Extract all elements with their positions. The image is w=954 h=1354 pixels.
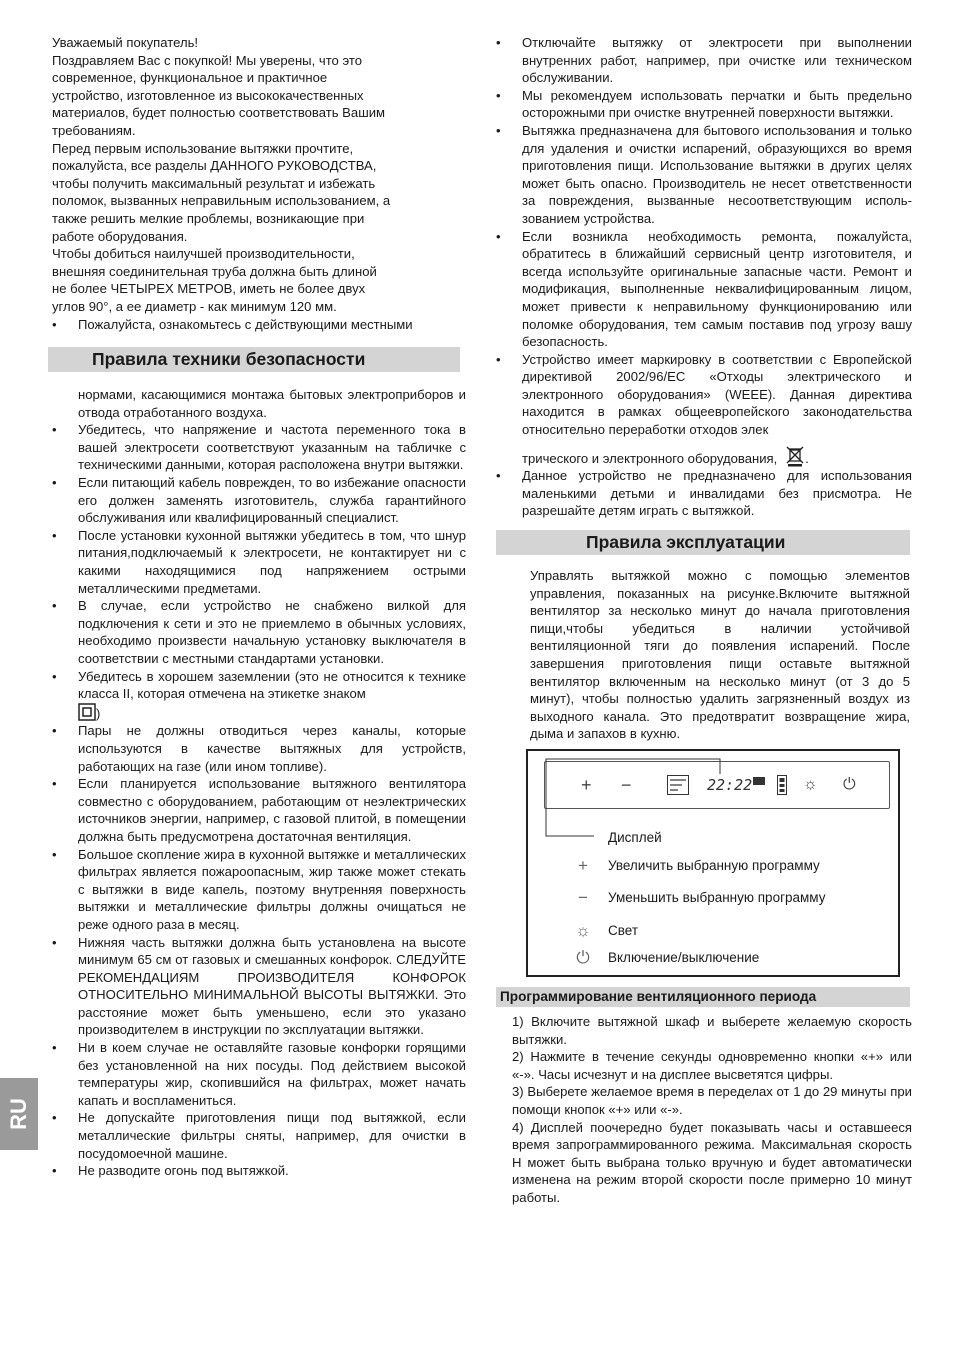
legend-label: Увеличить выбранную программу bbox=[608, 857, 820, 873]
minus-icon: − bbox=[578, 887, 588, 907]
bullet-item: • Пожалуйста, ознакомьтесь с действующими местными bbox=[52, 316, 466, 334]
intro-line: пожалуйста, все разделы ДАННОГО РУКОВОДСТВА, bbox=[52, 158, 377, 174]
left-column bbox=[52, 34, 466, 1180]
bullet-item: • После установки кухонной вытяжки убедитесь в том, что шнур питания,подключаемый к электросети, не контактирует ни с какими находящимися под напряжением острыми металлическими предметами. bbox=[52, 527, 466, 597]
intro-line: материалов, будет полностью соответствовать Вашим bbox=[52, 105, 386, 121]
light-icon: ☼ bbox=[575, 920, 591, 940]
intro-line: требованиям. bbox=[52, 122, 136, 138]
bullet-item: • Если возникла необходимость ремонта, пожалуйста, обратитесь в ближайший сервисный центр изготовителя, и всегда используйте оригинальные запасные части. Ремонт и модификация, выполненные неквалифицированным лицом, может привести к неправильному функционированию или поломке оборудования, тем самым поставив под угрозу вашу безопасность. bbox=[496, 228, 912, 351]
bullet-item-class2 bbox=[52, 668, 466, 723]
intro-line: поломок, вызванных неправильным использованием, а bbox=[52, 193, 391, 209]
safety-heading: Правила техники безопасности bbox=[48, 347, 460, 372]
programming-heading: Программирование вентиляционного периода bbox=[496, 987, 910, 1007]
legend-label: Включение/выключение bbox=[608, 949, 760, 965]
bullet-item: • Данное устройство не предназначено для использования маленькими детьми и инвалидами без присмотра. Не разрешайте детям играть с вытяжкой. bbox=[496, 467, 912, 520]
legend-label: Дисплей bbox=[608, 829, 662, 845]
legend-label: Свет bbox=[608, 922, 639, 938]
bullet-item: • Пары не должны отводиться через каналы, которые используются в качестве вытяжных для устройств, работающих на газе (или ином топливе). bbox=[52, 722, 466, 775]
intro-line: Уважаемый покупатель! bbox=[52, 35, 199, 50]
timer-indicator-icon bbox=[753, 777, 765, 785]
intro-line: углов 90°, а ее диаметр - как минимум 120 мм. bbox=[52, 298, 337, 314]
bullet-item: • Если планируется использование вытяжного вентилятора совместно с оборудованием, работающим от неэлектрических источников энергии, например, с газовой плитой, в помещении должна быть предусмотрена достаточная вентиляция. bbox=[52, 775, 466, 845]
bullet-item: • Вытяжка предназначена для бытового использования и только для удаления и очистки испарений, образующихся во время приготовления пищи. Использование вытяжки в других целях может быть опасно. Производитель не несет ответственности за повреждения, вызванные несоответствующим использованием устройства. bbox=[496, 122, 912, 228]
programming-step: 2) Нажмите в течение секунды одновременно кнопки «+» или «-». Часы исчезнут и на дисплее высветятся цифры. bbox=[512, 1049, 912, 1082]
bullet-item: • Ни в коем случае не оставляйте газовые конфорки горящими без установленной на них посуды. Под действием высокой температуры жир, скопившийся на фильтрах, может начать капать и воспламениться. bbox=[52, 1039, 466, 1109]
intro-line: Чтобы добиться наилучшей производительности, bbox=[52, 246, 355, 262]
intro-line: чтобы получить максимальный результат и избежать bbox=[52, 175, 376, 191]
programming-step: 1) Включите вытяжной шкаф и выберете желаемую скорость вытяжки. bbox=[512, 1013, 912, 1047]
intro-line: не более ЧЕТЫРЕХ МЕТРОВ, иметь не более двух bbox=[52, 281, 366, 297]
clock-readout: 22:22 bbox=[707, 775, 753, 794]
bullet-item: • Мы рекомендуем использовать перчатки и быть предельно осторожными при очистке внутренней поверхности вытяжки. bbox=[496, 87, 912, 122]
bullet-item: • Если питающий кабель поврежден, то во избежание опасности его должен заменять изготовитель, служба гарантийного обслуживания или квалифицированный специалист. bbox=[52, 474, 466, 527]
language-tab: RU bbox=[0, 1078, 38, 1150]
weee-bin-icon bbox=[785, 445, 805, 467]
plus-icon: + bbox=[578, 855, 588, 875]
control-panel-figure bbox=[526, 749, 900, 977]
minus-button[interactable]: − bbox=[621, 774, 632, 795]
legend-label: Уменьшить выбранную программу bbox=[608, 889, 826, 905]
right-column bbox=[496, 34, 912, 1207]
intro-line: внешняя соединительная труба должна быть длиной bbox=[52, 263, 377, 279]
intro-line: Перед первым использование вытяжки прочтите, bbox=[52, 140, 354, 156]
bullet-item-weee bbox=[496, 351, 912, 468]
operation-heading: Правила эксплуатации bbox=[496, 530, 910, 555]
bullet-item: • Не допускайте приготовления пищи под вытяжкой, если металлические фильтры сняты, например, для очистки в посудомоечной машине. bbox=[52, 1109, 466, 1162]
power-button[interactable]: ⏻ bbox=[843, 775, 856, 793]
power-icon: ⏻ bbox=[576, 947, 590, 967]
level-indicator-icon bbox=[777, 775, 787, 795]
class-ii-symbol-icon bbox=[78, 703, 96, 721]
bullet-continuation: нормами, касающимися монтажа бытовых электроприборов и отвода отработанного воздуха. bbox=[78, 387, 466, 420]
class2-tail: ) bbox=[96, 705, 101, 721]
bullet-text: Устройство имеет маркировку в соответствии с Европейской директивой 2002/96/ЕС «Отходы электрического и электронного оборудования» (WEEE). Данная директива находится в рамках общеевропейского законодательства относительно переработки отходов элек bbox=[522, 351, 912, 438]
intro-line: Поздравляем Вас с покупкой! Мы уверены, что это bbox=[52, 52, 362, 68]
weee-end: . bbox=[805, 450, 809, 466]
programming-step: 4) Дисплей поочередно будет показывать часы и оставшееся время запрограммированного режима. Максимальная скорость Н может быть выбрана только вручную и будет автоматически изменена на режим второй скорости после примерно 10 минут работы. bbox=[512, 1119, 912, 1205]
intro-line: работе оборудования. bbox=[52, 228, 188, 244]
control-panel bbox=[544, 761, 890, 809]
fan-speed-icon bbox=[667, 775, 689, 795]
bullet-item: • В случае, если устройство не снабжено вилкой для подключения к сети и это не приемлемо в обычных условиях, необходимо произвести начальную установку выключателя в соответствии с местными стандартами установки. bbox=[52, 597, 466, 667]
operation-text: Управлять вытяжкой можно с помощью элементов управления, показанных на рисунке.Включите вытяжной вентилятор за несколько минут до начала приготовления пищи,чтобы убедиться в наличии устойчивой вентиляционной тяги до появления испарений. После завершения приготовления пищи оставьте вытяжной вентилятор включенным на несколько минут (от 3 до 5 минут), чтобы полностью удалить загрязненный воздух из выходного канала. Это предотвратит возвращение жира, дыма и запахов в кухню. bbox=[530, 568, 910, 742]
programming-step: 3) Выберете желаемое время в переделах от 1 до 29 минуты при помощи кнопок «+» или «-». bbox=[512, 1084, 912, 1117]
weee-tail: трического и электронного оборудования, bbox=[522, 450, 778, 466]
intro-line: устройство, изготовленное из высококачественных bbox=[52, 87, 364, 103]
bullet-text: Убедитесь в хорошем заземлении (это не относится к технике класса II, которая отмечена на этикетке знаком bbox=[78, 668, 466, 702]
bullet-item: • Большое скопление жира в кухонной вытяжке и металлических фильтрах является пожароопасным, жир также может стекать с вытяжки в виде капель, поэтому внутренняя поверхность вытяжки и металлические фильтры должны очищаться не реже одного раза в месяц. bbox=[52, 846, 466, 934]
bullet-item: • Не разводите огонь под вытяжкой. bbox=[52, 1162, 466, 1180]
bullet-item: • Отключайте вытяжку от электросети при выполнении внутренних работ, например, при очистке или техническом обслуживании. bbox=[496, 34, 912, 87]
plus-button[interactable]: + bbox=[581, 774, 592, 795]
bullet-item: • Убедитесь, что напряжение и частота переменного тока в вашей электросети соответствуют указанным на табличке с техническими данными, которая расположена внутри вытяжки. bbox=[52, 421, 466, 474]
light-button[interactable]: ☼ bbox=[803, 775, 818, 793]
display bbox=[667, 775, 789, 795]
intro-text bbox=[52, 34, 466, 316]
intro-line: также решить мелкие проблемы, возникающие при bbox=[52, 210, 365, 226]
bullet-item: • Нижняя часть вытяжки должна быть установлена на высоте минимум 65 см от газовых и смешанных конфорок. СЛЕДУЙТЕ РЕКОМЕНДАЦИЯМ ПРОИЗВОДИТЕЛЯ КОНФОРОК ОТНОСИТЕЛЬНО МИНИМАЛЬНОЙ ВЫСОТЫ ВЫТЯЖКИ. Это расстояние может быть уменьшено, если это указано производителем в инструкции по эксплуатации вытяжки. bbox=[52, 934, 466, 1040]
intro-line: современное, функциональное и практичное bbox=[52, 70, 328, 86]
